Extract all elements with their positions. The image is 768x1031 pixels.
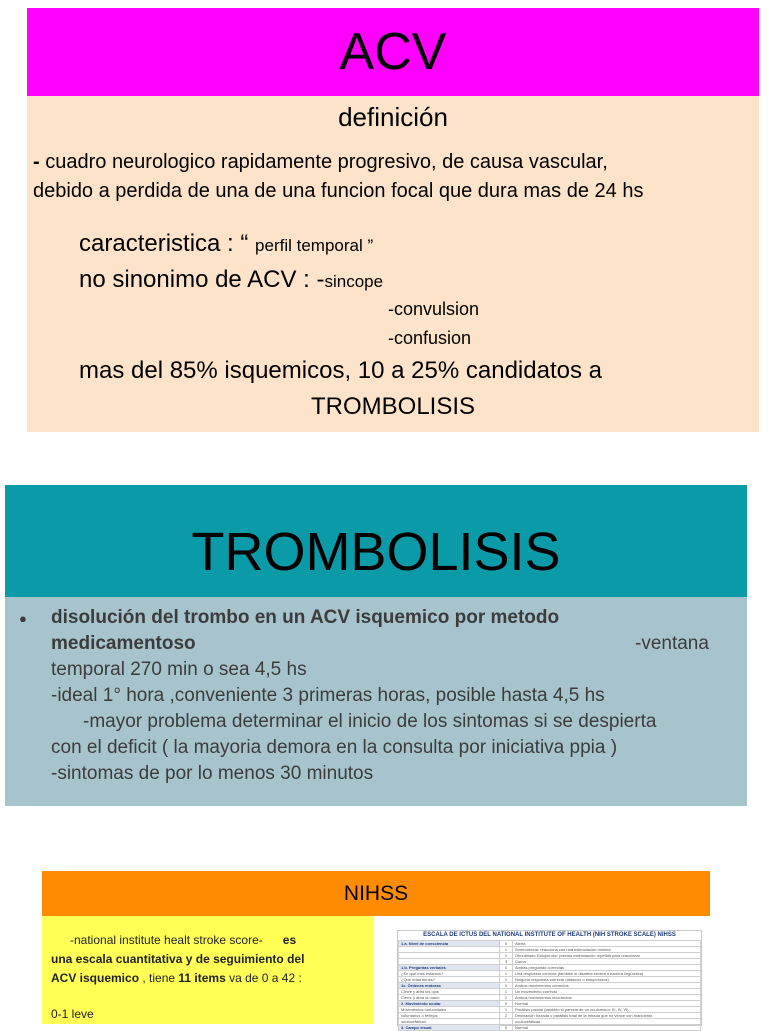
table-cell: 1 (500, 971, 513, 977)
line-ideal: -ideal 1° hora ,conveniente 3 primeras horas, posible hasta 4,5 hs (51, 685, 605, 706)
definition-line-2: debido a perdida de una de una funcion focal que dura mas de 24 hs (33, 180, 644, 202)
table-cell: 2 (500, 953, 513, 959)
table-cell: Coma (513, 959, 701, 965)
table-cell: oculocefálicas (513, 1019, 701, 1025)
stat-line-1: mas del 85% isquemicos, 10 a 25% candidatos a (79, 357, 602, 384)
table-cell: Ninguna respuesta correcta (afásicos o estuporosos) (513, 977, 701, 983)
nihss-table (398, 940, 701, 1031)
item-confusion: -confusion (388, 328, 472, 348)
trombolisis-content (5, 597, 747, 806)
table-cell: 2 (500, 995, 513, 1001)
table-cell: Normal (513, 1025, 701, 1031)
definition-line-1: - cuadro neurologico rapidamente progresivo, de causa vascular, (33, 151, 608, 173)
trombolisis-title: TROMBOLISIS (191, 522, 561, 582)
trombolisis-bold-line-2: medicamentoso (51, 633, 196, 654)
table-cell: Alerta (513, 941, 701, 947)
table-cell: Un movimiento correcto (513, 989, 701, 995)
nihss-description (42, 916, 374, 1024)
nihss-line-3: ACV isquemico , tiene 11 items va de 0 a 42 : (51, 971, 302, 985)
nihss-title-bar (42, 871, 710, 916)
trombolisis-title-bar (5, 485, 747, 597)
bullet-icon: ● (19, 611, 27, 626)
table-cell: 1.a. Nivel de consciencia (399, 941, 500, 947)
line-deficit: con el deficit ( la mayoria demora en la consulta por iniciativa ppia ) (51, 737, 618, 758)
table-cell: 3. Campo visual (399, 1025, 500, 1031)
table-cell: Cierre y abra los ojos (399, 989, 500, 995)
table-cell: 2. Movimiento ocular (399, 1001, 500, 1007)
table-cell: ¿En qué mes estamos? (399, 971, 500, 977)
nihss-table-title: ESCALA DE ICTUS DEL NATIONAL INSTITUTE OF HEALTH (NIH STROKE SCALE) NIHSS (423, 932, 676, 938)
item-convulsion: -convulsion (388, 299, 480, 319)
acv-content (27, 96, 759, 432)
table-cell: 1 (500, 947, 513, 953)
table-cell: 0 (500, 983, 513, 989)
table-cell: Ambas preguntas correctas (513, 965, 701, 971)
nihss-scale-panel (385, 916, 710, 1030)
table-cell: ¿Qué edad tienes? (399, 977, 500, 983)
nihss-line-1: -national institute healt stroke score- es (70, 933, 297, 947)
table-cell: Obnubilado-Estuporoso: precisa estimulación repetida para reaccionar (513, 953, 701, 959)
nihss-title: NIHSS (343, 881, 409, 905)
table-cell: Desviación forzada o parálisis total de la mirada que no vence con maniobras (513, 1013, 701, 1019)
table-cell: 0 (500, 1025, 513, 1031)
stat-line-2: TROMBOLISIS (310, 393, 476, 420)
definition-heading: definición (338, 102, 448, 132)
nihss-line-4: 0-1 leve (51, 1007, 94, 1021)
table-cell: Normal (513, 1001, 701, 1007)
acv-title-bar (27, 8, 759, 96)
table-row (399, 1025, 701, 1031)
table-cell: 2 (500, 1013, 513, 1019)
table-cell: 0 (500, 941, 513, 947)
nihss-scale-table (397, 930, 702, 1030)
table-cell: Cierre y abra la mano (399, 995, 500, 1001)
line-sintomas: -sintomas de por lo menos 30 minutos (51, 763, 374, 784)
caracteristica-line: caracteristica : “ perfil temporal ” (79, 230, 374, 257)
table-cell: Una respuesta correcta (también si disartria severa o barrera lingüística) (513, 971, 701, 977)
nihss-line-2: una escala cuantitativa y de seguimiento del (51, 952, 305, 966)
ventana-label: -ventana (635, 633, 709, 654)
table-cell: 3 (500, 959, 513, 965)
table-cell: 2 (500, 977, 513, 983)
acv-title: ACV (339, 23, 447, 81)
line-mayor: -mayor problema determinar el inicio de los sintomas si se despierta (83, 711, 657, 732)
table-cell: voluntarios o reflejos (399, 1013, 500, 1019)
table-cell: Ambos movimientos correctos (513, 983, 701, 989)
table-cell: 1 (500, 989, 513, 995)
no-sinonimo-line: no sinonimo de ACV : -sincope (79, 266, 384, 293)
table-cell: 1c. Órdenes motoras (399, 983, 500, 989)
table-cell: 1.b. Preguntas verbales (399, 965, 500, 971)
table-cell: Ambos movimientos incorrectos (513, 995, 701, 1001)
table-cell: oculocefálicos (399, 1019, 500, 1025)
table-cell: 1 (500, 1007, 513, 1013)
line-temporal: temporal 270 min o sea 4,5 hs (51, 659, 307, 680)
table-cell: 0 (500, 1001, 513, 1007)
table-cell: 0 (500, 965, 513, 971)
table-cell: Parálisis parcial (también si paresia de un oculomotor: III, IV, VI) (513, 1007, 701, 1013)
table-cell: Movimientos horizontales (399, 1007, 500, 1013)
trombolisis-bold-line-1: disolución del trombo en un ACV isquemico por metodo (51, 607, 560, 628)
table-cell: Somnolencia: reacciona con una estimulación mínima (513, 947, 701, 953)
